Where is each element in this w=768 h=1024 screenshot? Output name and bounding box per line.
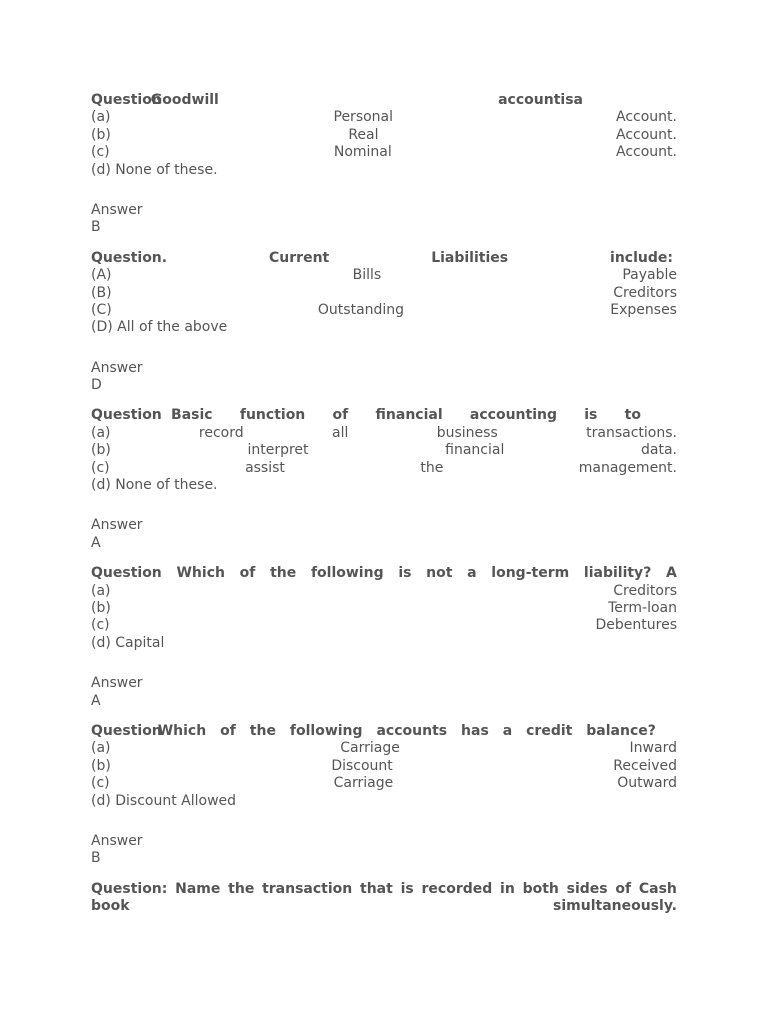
option-c: (c) Carriage Outward	[91, 775, 677, 792]
option-d: (d) Capital	[91, 634, 165, 651]
answer-label: Answer	[91, 675, 143, 692]
question-block-5	[91, 723, 677, 881]
option-b: (b) Discount Received	[91, 757, 677, 774]
option-d: (d) Discount Allowed	[91, 792, 237, 809]
question-block-3	[91, 407, 677, 565]
question-text: Question Basic function of financial accounting is to	[91, 407, 641, 424]
question-block-6	[91, 881, 677, 916]
answer-label: Answer	[91, 517, 143, 534]
question-text: Question. Current Liabilities include:	[91, 249, 673, 266]
option-a: (a) record all business transactions.	[91, 424, 677, 441]
question-block-1	[91, 92, 677, 250]
option-c: (C) Outstanding Expenses	[91, 301, 677, 318]
answer-value: D	[91, 377, 102, 394]
option-b: (b) interpret financial data.	[91, 442, 677, 459]
answer-value: A	[91, 534, 101, 551]
answer-value: A	[91, 692, 101, 709]
option-c: (c) assist the management.	[91, 459, 677, 476]
option-a: (a) Personal Account.	[91, 109, 677, 126]
option-a: (a) Creditors	[91, 582, 677, 599]
option-b: (b) Real Account.	[91, 126, 677, 143]
answer-value: B	[91, 219, 101, 236]
option-d: (D) All of the above	[91, 319, 228, 336]
question-text: Question Goodwill account is a	[91, 92, 583, 108]
option-a: (a) Carriage Inward	[91, 740, 677, 757]
document-page	[91, 92, 677, 915]
answer-label: Answer	[91, 359, 143, 376]
answer-value: B	[91, 850, 101, 867]
question-text-line-1: Question: Name the transaction that is recorded in both sides of Cash	[91, 880, 677, 897]
option-a: (A) Bills Payable	[91, 267, 677, 284]
option-d: (d) None of these.	[91, 477, 218, 494]
option-c: (c) Nominal Account.	[91, 144, 677, 161]
option-b: (b) Term-loan	[91, 599, 677, 616]
question-text: Question Which of the following accounts has a credit balance?	[91, 722, 656, 739]
question-block-4	[91, 565, 677, 723]
question-block-2	[91, 250, 677, 408]
option-b: (B) Creditors	[91, 284, 677, 301]
answer-label: Answer	[91, 832, 143, 849]
question-text-line-2: book simultaneously.	[91, 898, 677, 915]
answer-label: Answer	[91, 201, 143, 218]
option-c: (c) Debentures	[91, 617, 677, 634]
question-text: Question Which of the following is not a long-term liability? A	[91, 565, 677, 582]
option-d: (d) None of these.	[91, 161, 218, 178]
